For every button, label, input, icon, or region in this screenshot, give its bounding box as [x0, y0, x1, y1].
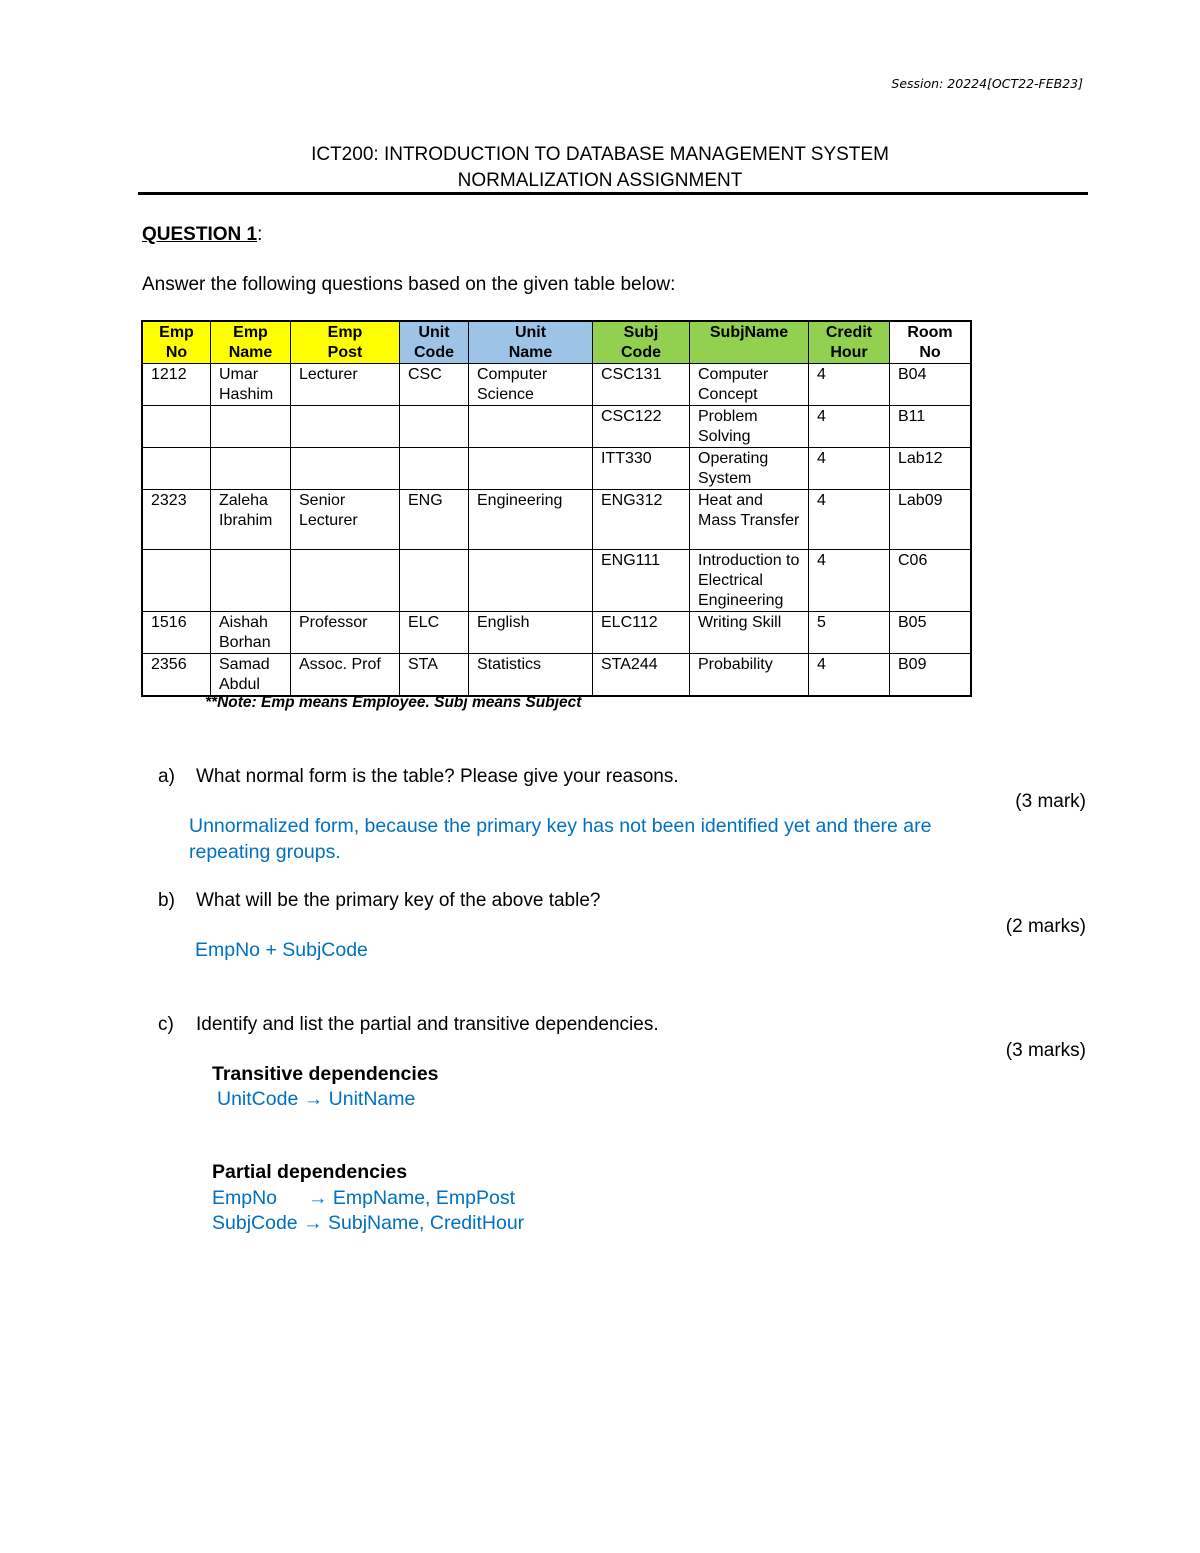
- cell-subj-name: Heat and Mass Transfer: [690, 490, 809, 550]
- cell-credit-hour: 4: [809, 654, 890, 697]
- dependency-dependent: UnitName: [328, 1088, 416, 1110]
- header-credit-hour: Credit Hour: [809, 321, 890, 364]
- arrow-right-icon: →: [308, 1187, 328, 1209]
- cell-credit-hour: 4: [809, 550, 890, 612]
- cell-room-no: B09: [890, 654, 972, 697]
- question-colon: :: [257, 224, 263, 245]
- cell-room-no: B11: [890, 406, 972, 448]
- table-row: [142, 364, 971, 406]
- transitive-dependency: [217, 1088, 415, 1111]
- partial-dependency: [212, 1187, 515, 1210]
- cell-emp-no: [142, 550, 211, 612]
- cell-credit-hour: 5: [809, 612, 890, 654]
- question-b-label: b): [158, 890, 175, 911]
- cell-unit-code: [400, 406, 469, 448]
- question-label: QUESTION 1: [142, 224, 258, 245]
- partial-dependency: [212, 1212, 524, 1235]
- question-a: [158, 766, 679, 788]
- instruction-text: Answer the following questions based on the given table below:: [142, 274, 676, 295]
- cell-emp-no: 1516: [142, 612, 211, 654]
- cell-unit-name: [469, 550, 593, 612]
- cell-room-no: B04: [890, 364, 972, 406]
- question-c-label: c): [158, 1014, 174, 1035]
- cell-credit-hour: 4: [809, 364, 890, 406]
- cell-unit-name: Statistics: [469, 654, 593, 697]
- transitive-heading: Transitive dependencies: [212, 1063, 439, 1085]
- question-b-marks: (2 marks): [1005, 916, 1086, 937]
- table-row: [142, 550, 971, 612]
- header-room-no: Room No: [890, 321, 972, 364]
- question-b: [158, 890, 600, 912]
- answer-b: EmpNo + SubjCode: [195, 939, 368, 961]
- cell-unit-name: Engineering: [469, 490, 593, 550]
- cell-credit-hour: 4: [809, 490, 890, 550]
- cell-emp-post: Assoc. Prof: [291, 654, 400, 697]
- answer-a-line2: repeating groups.: [189, 841, 341, 863]
- table-header-row: [142, 321, 971, 364]
- cell-emp-name: [211, 406, 291, 448]
- question-c-marks: (3 marks): [1005, 1040, 1086, 1061]
- cell-emp-name: [211, 550, 291, 612]
- cell-subj-code: ENG312: [593, 490, 690, 550]
- question-c-text: Identify and list the partial and transitive dependencies.: [196, 1014, 659, 1035]
- dependency-determinant: UnitCode: [217, 1088, 299, 1110]
- title-divider: [138, 192, 1088, 195]
- cell-emp-name: Umar Hashim: [211, 364, 291, 406]
- cell-unit-name: [469, 448, 593, 490]
- header-emp-no: Emp No: [142, 321, 211, 364]
- cell-subj-name: Problem Solving: [690, 406, 809, 448]
- header-subj-code: Subj Code: [593, 321, 690, 364]
- question-a-marks: (3 mark): [1015, 791, 1086, 812]
- cell-emp-name: Aishah Borhan: [211, 612, 291, 654]
- cell-emp-post: [291, 448, 400, 490]
- cell-subj-name: Introduction to Electrical Engineering: [690, 550, 809, 612]
- cell-subj-code: ENG111: [593, 550, 690, 612]
- dependency-dependent: EmpName, EmpPost: [332, 1187, 515, 1209]
- cell-emp-name: Samad Abdul: [211, 654, 291, 697]
- cell-subj-name: Operating System: [690, 448, 809, 490]
- dependency-dependent: SubjName, CreditHour: [328, 1212, 525, 1234]
- cell-emp-no: 2323: [142, 490, 211, 550]
- table-row: [142, 448, 971, 490]
- employee-subject-table: [141, 320, 972, 697]
- table-row: [142, 612, 971, 654]
- dependency-determinant: SubjCode: [212, 1212, 298, 1234]
- question-b-text: What will be the primary key of the above table?: [196, 890, 601, 911]
- cell-subj-name: Computer Concept: [690, 364, 809, 406]
- cell-unit-name: English: [469, 612, 593, 654]
- table-row: [142, 490, 971, 550]
- cell-emp-no: 2356: [142, 654, 211, 697]
- arrow-right-icon: →: [303, 1212, 323, 1234]
- header-emp-name: Emp Name: [211, 321, 291, 364]
- table-row: [142, 654, 971, 697]
- table-note: **Note: Emp means Employee. Subj means Subject: [205, 694, 582, 711]
- question-a-label: a): [158, 766, 175, 787]
- cell-unit-code: CSC: [400, 364, 469, 406]
- cell-subj-name: Probability: [690, 654, 809, 697]
- cell-subj-name: Writing Skill: [690, 612, 809, 654]
- arrow-right-icon: →: [303, 1088, 324, 1110]
- cell-subj-code: CSC122: [593, 406, 690, 448]
- cell-emp-no: [142, 448, 211, 490]
- header-unit-name: Unit Name: [469, 321, 593, 364]
- cell-unit-code: [400, 550, 469, 612]
- session-label: Session: 20224[OCT22-FEB23]: [891, 76, 1083, 91]
- cell-subj-code: ELC112: [593, 612, 690, 654]
- cell-credit-hour: 4: [809, 448, 890, 490]
- cell-room-no: C06: [890, 550, 972, 612]
- cell-unit-code: [400, 448, 469, 490]
- table-row: [142, 406, 971, 448]
- cell-emp-post: [291, 550, 400, 612]
- cell-subj-code: CSC131: [593, 364, 690, 406]
- question-heading: [142, 224, 262, 246]
- cell-room-no: Lab12: [890, 448, 972, 490]
- cell-unit-code: STA: [400, 654, 469, 697]
- header-unit-code: Unit Code: [400, 321, 469, 364]
- document-title: ICT200: INTRODUCTION TO DATABASE MANAGEMENT SYSTEM: [311, 144, 889, 165]
- cell-emp-name: [211, 448, 291, 490]
- cell-subj-code: STA244: [593, 654, 690, 697]
- cell-emp-post: Professor: [291, 612, 400, 654]
- question-a-text: What normal form is the table? Please give your reasons.: [196, 766, 679, 787]
- header-emp-post: Emp Post: [291, 321, 400, 364]
- cell-subj-code: ITT330: [593, 448, 690, 490]
- cell-emp-name: Zaleha Ibrahim: [211, 490, 291, 550]
- cell-emp-no: 1212: [142, 364, 211, 406]
- cell-unit-name: Computer Science: [469, 364, 593, 406]
- answer-a-line1: Unnormalized form, because the primary key has not been identified yet and there are: [189, 815, 932, 837]
- cell-emp-post: [291, 406, 400, 448]
- dependency-determinant: EmpNo: [212, 1187, 278, 1209]
- header-subj-name: SubjName: [690, 321, 809, 364]
- cell-emp-post: Senior Lecturer: [291, 490, 400, 550]
- cell-credit-hour: 4: [809, 406, 890, 448]
- cell-emp-post: Lecturer: [291, 364, 400, 406]
- cell-unit-code: ELC: [400, 612, 469, 654]
- cell-unit-name: [469, 406, 593, 448]
- partial-heading: Partial dependencies: [212, 1161, 408, 1183]
- cell-emp-no: [142, 406, 211, 448]
- cell-room-no: Lab09: [890, 490, 972, 550]
- cell-unit-code: ENG: [400, 490, 469, 550]
- document-subtitle: NORMALIZATION ASSIGNMENT: [457, 170, 743, 191]
- cell-room-no: B05: [890, 612, 972, 654]
- question-c: [158, 1014, 659, 1036]
